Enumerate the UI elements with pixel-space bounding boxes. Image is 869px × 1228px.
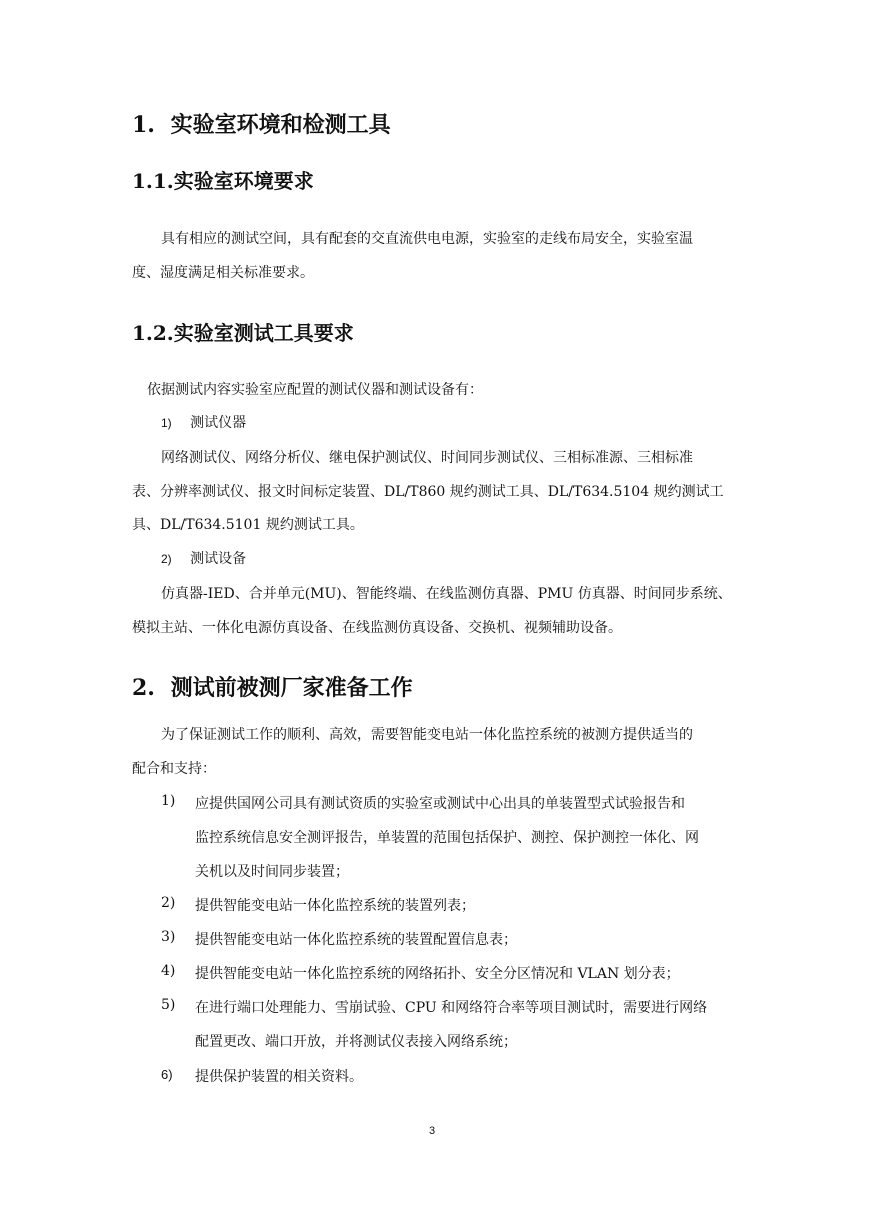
list-number: 3) — [161, 929, 176, 945]
paragraph-line: 度、湿度满足相关标准要求。 — [132, 265, 314, 281]
list-item — [161, 412, 246, 432]
list-label: 测试仪器 — [190, 415, 247, 431]
list-line: 应提供国网公司具有测试资质的实验室或测试中心出具的单装置型式试验报告和 — [195, 796, 685, 812]
page-number: 3 — [429, 1125, 436, 1137]
section-number: 1. — [132, 112, 155, 138]
paragraph-line: 为了保证测试工作的顺利、高效，需要智能变电站一体化监控系统的被测方提供适当的 — [161, 727, 693, 743]
paragraph-line: 具、DL/T634.5101 规约测试工具。 — [132, 517, 364, 533]
list-line: 在进行端口处理能力、雪崩试验、CPU 和网络符合率等项目测试时，需要进行网络 — [195, 1000, 708, 1016]
list-line: 提供智能变电站一体化监控系统的网络拓扑、安全分区情况和 VLAN 划分表； — [195, 966, 680, 982]
paragraph-line: 仿真器-IED、合并单元(MU)、智能终端、在线监测仿真器、PMU 仿真器、时间同步系统、 — [161, 586, 732, 602]
list-line: 配置更改、端口开放，并将测试仪表接入网络系统； — [195, 1034, 517, 1050]
section-title: 测试前被测厂家准备工作 — [170, 675, 413, 701]
section-2-heading — [132, 671, 413, 702]
list-number: 4) — [161, 963, 176, 979]
section-1-heading — [132, 108, 391, 139]
list-line: 监控系统信息安全测评报告，单装置的范围包括保护、测控、保护测控一体化、网 — [195, 830, 699, 846]
list-line: 提供智能变电站一体化监控系统的装置配置信息表； — [195, 932, 517, 948]
list-number: 6) — [161, 1067, 173, 1082]
section-number: 2. — [132, 675, 155, 701]
section-number: 1.1. — [132, 169, 174, 193]
paragraph-line: 具有相应的测试空间，具有配套的交直流供电电源，实验室的走线布局安全，实验室温 — [161, 231, 693, 247]
list-line: 提供保护装置的相关资料。 — [195, 1069, 363, 1085]
paragraph-line: 表、分辨率测试仪、报文时间标定装置、DL/T860 规约测试工具、DL/T634.5104 规约测试工 — [132, 484, 724, 500]
list-number: 1) — [161, 793, 176, 809]
list-item — [161, 548, 246, 568]
list-line: 提供智能变电站一体化监控系统的装置列表； — [195, 898, 475, 914]
list-number: 2) — [161, 895, 176, 911]
section-title: 实验室环境要求 — [173, 169, 314, 193]
paragraph-line: 依据测试内容实验室应配置的测试仪器和测试设备有： — [147, 382, 483, 398]
list-number: 2) — [161, 552, 172, 566]
list-label: 测试设备 — [190, 551, 247, 567]
list-number: 1) — [161, 416, 172, 430]
list-line: 关机以及时间同步装置； — [195, 864, 349, 880]
paragraph-line: 配合和支持： — [132, 761, 216, 777]
section-1-2-heading — [132, 317, 354, 346]
paragraph-line: 模拟主站、一体化电源仿真设备、在线监测仿真设备、交换机、视频辅助设备。 — [132, 620, 622, 636]
paragraph-line: 网络测试仪、网络分析仪、继电保护测试仪、时间同步测试仪、三相标准源、三相标准 — [161, 450, 693, 466]
list-number: 5) — [161, 997, 176, 1013]
section-number: 1.2. — [132, 321, 174, 345]
section-title: 实验室测试工具要求 — [173, 321, 354, 345]
section-title: 实验室环境和检测工具 — [170, 112, 391, 138]
section-1-1-heading — [132, 165, 314, 194]
